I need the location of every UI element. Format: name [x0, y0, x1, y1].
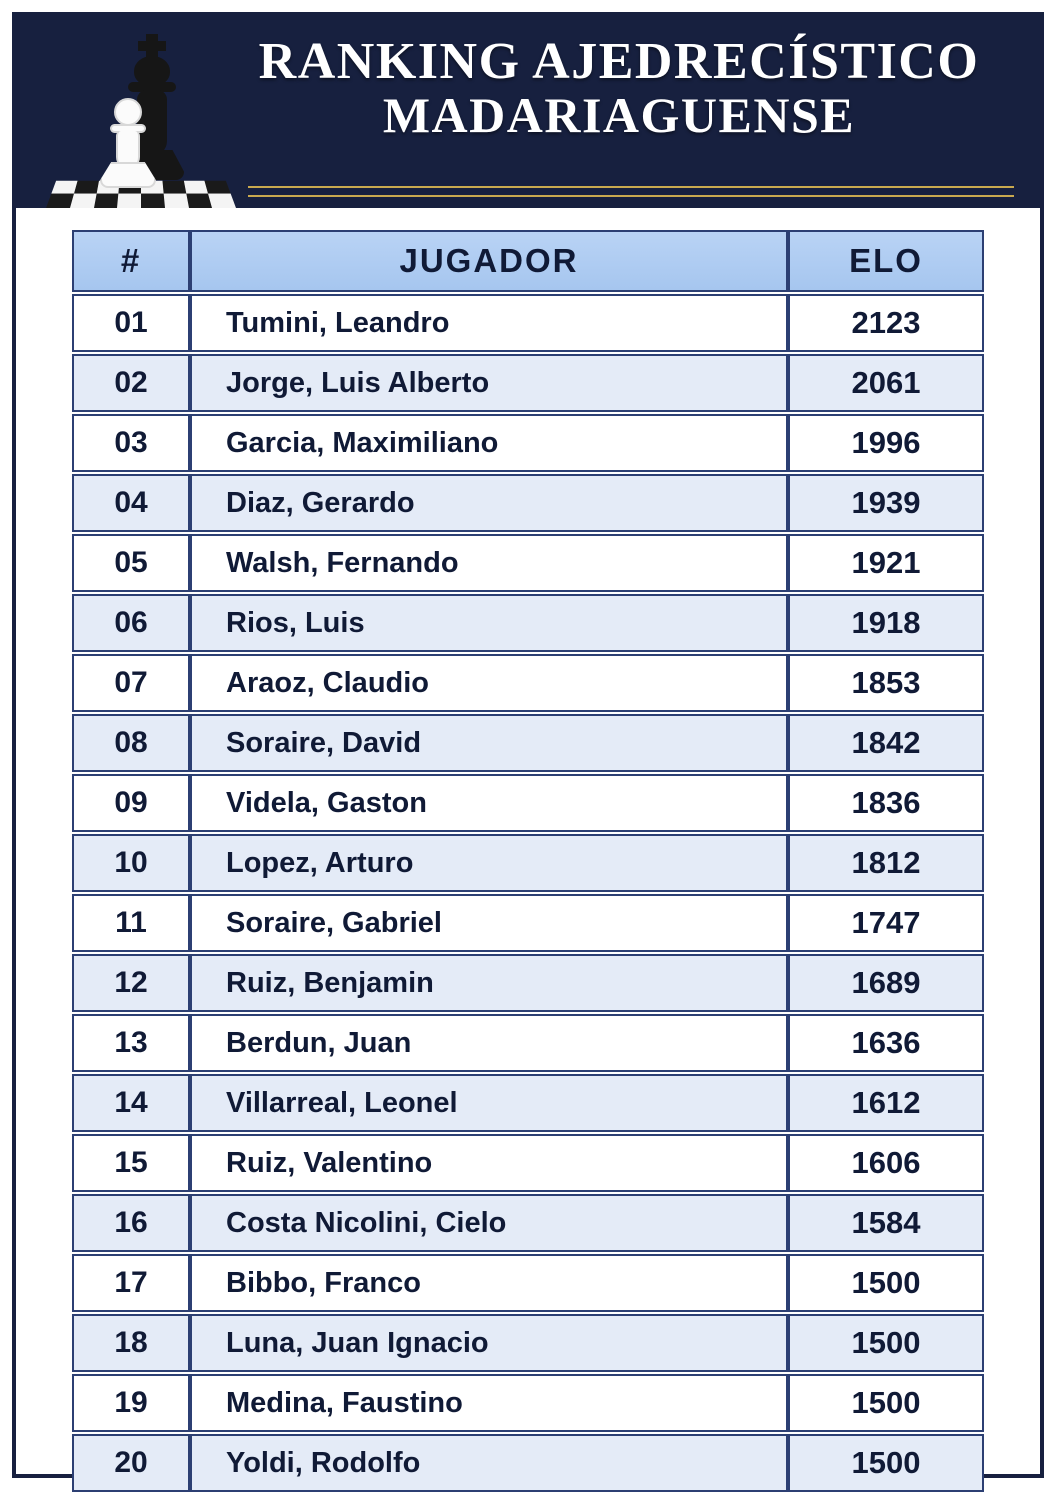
- ranking-table-container: [72, 228, 984, 1480]
- cell-elo: 1584: [788, 1194, 984, 1252]
- cell-player: Ruiz, Benjamin: [190, 954, 788, 1012]
- table-row: [72, 774, 984, 832]
- cell-rank: 04: [72, 474, 190, 532]
- title-line-1: RANKING AJEDRECÍSTICO: [258, 33, 980, 90]
- document-frame: [12, 12, 1044, 1478]
- table-header: [72, 230, 984, 292]
- white-pawn-icon: [98, 98, 158, 198]
- table-row: [72, 1134, 984, 1192]
- table-row: [72, 534, 984, 592]
- cell-elo: 1500: [788, 1434, 984, 1492]
- table-row: [72, 414, 984, 472]
- cell-player: Diaz, Gerardo: [190, 474, 788, 532]
- table-row: [72, 294, 984, 352]
- table-row: [72, 474, 984, 532]
- cell-player: Soraire, Gabriel: [190, 894, 788, 952]
- cell-elo: 1836: [788, 774, 984, 832]
- cell-rank: 17: [72, 1254, 190, 1312]
- column-header-elo: ELO: [788, 230, 984, 292]
- cell-rank: 15: [72, 1134, 190, 1192]
- table-body: [72, 294, 984, 1492]
- cell-rank: 03: [72, 414, 190, 472]
- cell-player: Garcia, Maximiliano: [190, 414, 788, 472]
- cell-player: Luna, Juan Ignacio: [190, 1314, 788, 1372]
- cell-rank: 07: [72, 654, 190, 712]
- cell-rank: 08: [72, 714, 190, 772]
- cell-rank: 14: [72, 1074, 190, 1132]
- cell-player: Bibbo, Franco: [190, 1254, 788, 1312]
- table-row: [72, 1434, 984, 1492]
- cell-player: Ruiz, Valentino: [190, 1134, 788, 1192]
- cell-player: Costa Nicolini, Cielo: [190, 1194, 788, 1252]
- cell-elo: 1996: [788, 414, 984, 472]
- table-row: [72, 834, 984, 892]
- cell-elo: 2123: [788, 294, 984, 352]
- table-row: [72, 1254, 984, 1312]
- cell-rank: 05: [72, 534, 190, 592]
- cell-elo: 2061: [788, 354, 984, 412]
- cell-player: Walsh, Fernando: [190, 534, 788, 592]
- column-header-rank: #: [72, 230, 190, 292]
- table-row: [72, 1314, 984, 1372]
- cell-player: Lopez, Arturo: [190, 834, 788, 892]
- cell-player: Medina, Faustino: [190, 1374, 788, 1432]
- title-line-2: MADARIAGUENSE: [382, 87, 856, 144]
- cell-player: Jorge, Luis Alberto: [190, 354, 788, 412]
- page-title: [216, 34, 1022, 142]
- cell-player: Yoldi, Rodolfo: [190, 1434, 788, 1492]
- cell-rank: 01: [72, 294, 190, 352]
- table-row: [72, 954, 984, 1012]
- cell-player: Berdun, Juan: [190, 1014, 788, 1072]
- cell-elo: 1853: [788, 654, 984, 712]
- table-row: [72, 1074, 984, 1132]
- cell-player: Videla, Gaston: [190, 774, 788, 832]
- cell-elo: 1500: [788, 1314, 984, 1372]
- cell-elo: 1500: [788, 1374, 984, 1432]
- cell-elo: 1612: [788, 1074, 984, 1132]
- cell-elo: 1689: [788, 954, 984, 1012]
- header-banner: [16, 16, 1040, 208]
- cell-rank: 02: [72, 354, 190, 412]
- cell-rank: 19: [72, 1374, 190, 1432]
- cell-rank: 20: [72, 1434, 190, 1492]
- ranking-table: [72, 228, 984, 1494]
- cell-elo: 1939: [788, 474, 984, 532]
- table-row: [72, 1014, 984, 1072]
- cell-elo: 1636: [788, 1014, 984, 1072]
- cell-player: Araoz, Claudio: [190, 654, 788, 712]
- cell-rank: 16: [72, 1194, 190, 1252]
- table-row: [72, 714, 984, 772]
- cell-player: Soraire, David: [190, 714, 788, 772]
- cell-player: Tumini, Leandro: [190, 294, 788, 352]
- cell-rank: 10: [72, 834, 190, 892]
- chess-pieces-illustration: [46, 24, 236, 208]
- cell-rank: 12: [72, 954, 190, 1012]
- cell-rank: 06: [72, 594, 190, 652]
- gold-divider: [248, 186, 1014, 197]
- table-header-row: [72, 230, 984, 292]
- cell-rank: 09: [72, 774, 190, 832]
- cell-rank: 18: [72, 1314, 190, 1372]
- cell-elo: 1500: [788, 1254, 984, 1312]
- table-row: [72, 1374, 984, 1432]
- cell-rank: 13: [72, 1014, 190, 1072]
- cell-elo: 1812: [788, 834, 984, 892]
- table-row: [72, 354, 984, 412]
- table-row: [72, 654, 984, 712]
- cell-elo: 1921: [788, 534, 984, 592]
- cell-player: Rios, Luis: [190, 594, 788, 652]
- cell-player: Villarreal, Leonel: [190, 1074, 788, 1132]
- cell-rank: 11: [72, 894, 190, 952]
- table-row: [72, 1194, 984, 1252]
- cell-elo: 1606: [788, 1134, 984, 1192]
- column-header-player: JUGADOR: [190, 230, 788, 292]
- cell-elo: 1842: [788, 714, 984, 772]
- cell-elo: 1747: [788, 894, 984, 952]
- cell-elo: 1918: [788, 594, 984, 652]
- table-row: [72, 894, 984, 952]
- table-row: [72, 594, 984, 652]
